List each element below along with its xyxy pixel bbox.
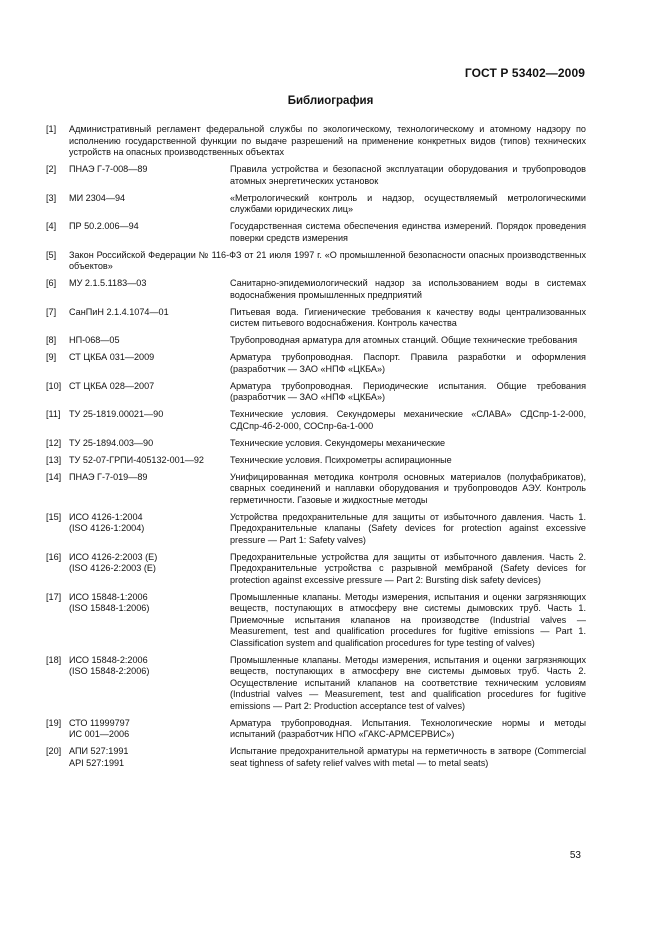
entry-code: ТУ 25-1894.003—90 bbox=[69, 437, 154, 448]
bibliography-entry bbox=[46, 746, 586, 769]
bibliography-entry bbox=[46, 409, 586, 432]
entry-description: Правила устройства и безопасной эксплуатации оборудования и трубопроводов атомных энергетических установок bbox=[230, 164, 586, 186]
entry-number: [4] bbox=[46, 221, 57, 231]
entry-number: [1] bbox=[46, 124, 57, 134]
bibliography-entry bbox=[46, 250, 586, 273]
bibliography-entry bbox=[46, 512, 586, 547]
entry-description: Санитарно-эпидемиологический надзор за использованием воды в системах водоснабжения промышленных предприятий bbox=[230, 278, 586, 300]
entry-number: [7] bbox=[46, 306, 57, 317]
entry-description: Арматура трубопроводная. Периодические испытания. Общие требования (разработчик — ЗАО «НПФ «ЦКБА») bbox=[230, 380, 586, 402]
entry-code: ИСО 4126-2:2003 (Е) (ISO 4126-2:2003 (E) bbox=[69, 551, 158, 573]
entry-description: Унифицированная методика контроля основных материалов (полуфабрикатов), сварных соединений и наплавки оборудования и трубопроводов АЭУ. Контроль герметичности. Газовые и жидкостные методы bbox=[230, 471, 586, 505]
entry-description: Предохранительные устройства для защиты от избыточного давления. Часть 2. Предохранительные устройства с разрывной мембраной (Safety devices for protection against excessive pressure — Part 2: Bursting disk safety devices) bbox=[230, 551, 586, 585]
bibliography-entry bbox=[46, 221, 586, 244]
entry-number: [15] bbox=[46, 511, 62, 522]
bibliography-entry bbox=[46, 307, 586, 330]
section-title: Библиография bbox=[287, 95, 374, 107]
entry-code: ПР 50.2.006—94 bbox=[69, 221, 139, 231]
bibliography-entry bbox=[46, 472, 586, 507]
entry-description: Технические условия. Психрометры аспирационные bbox=[230, 454, 452, 465]
bibliography-entry bbox=[46, 718, 586, 741]
entry-code: АПИ 527:1991 API 527:1991 bbox=[69, 746, 129, 768]
bibliography-entry bbox=[46, 335, 586, 347]
entry-code: МИ 2304—94 bbox=[69, 192, 126, 203]
entry-description: Административный регламент федеральной службы по экологическому, технологическому и атомному надзору по исполнению государственной функции по выдаче разрешений на применение конкретных видов (типов) технических устройств на опасных производственных объектах bbox=[69, 124, 586, 157]
entry-number: [18] bbox=[46, 654, 62, 665]
entry-code: СанПиН 2.1.4.1074—01 bbox=[69, 306, 169, 317]
entry-code: ТУ 25-1819.00021—90 bbox=[69, 409, 164, 419]
entry-number: [14] bbox=[46, 471, 62, 482]
bibliography-entry bbox=[46, 592, 586, 650]
entry-number: [11] bbox=[46, 409, 61, 419]
entry-number: [13] bbox=[46, 454, 62, 465]
entry-description: Питьевая вода. Гигиенические требования к качеству воды централизованных систем питьевого водоснабжения. Контроль качества bbox=[230, 306, 586, 328]
entry-number: [17] bbox=[46, 591, 62, 602]
entry-description: Закон Российской Федерации № 116-ФЗ от 21 июля 1997 г. «О промышленной безопасности опасных производственных объектов» bbox=[69, 249, 586, 271]
bibliography-entry bbox=[46, 124, 586, 159]
bibliography-entry bbox=[46, 193, 586, 216]
bibliography-entry bbox=[46, 164, 586, 187]
entry-code: ИСО 15848-2:2006 (ISO 15848-2:2006) bbox=[69, 654, 150, 676]
entry-code: СТ ЦКБА 031—2009 bbox=[69, 352, 155, 362]
entry-code: ПНАЭ Г-7-008—89 bbox=[69, 164, 148, 174]
entry-code: СТ ЦКБА 028—2007 bbox=[69, 380, 155, 391]
entry-code: ТУ 52-07-ГРПИ-405132-001—92 bbox=[69, 454, 204, 465]
entry-description: Арматура трубопроводная. Паспорт. Правила разработки и оформления (разработчик — ЗАО «НПФ «ЦКБА») bbox=[230, 352, 586, 374]
entry-code: ИСО 15848-1:2006 (ISO 15848-1:2006) bbox=[69, 591, 150, 613]
entry-number: [5] bbox=[46, 249, 57, 260]
bibliography-list bbox=[46, 124, 586, 775]
bibliography-entry bbox=[46, 455, 586, 467]
entry-number: [2] bbox=[46, 164, 57, 174]
entry-description: Промышленные клапаны. Методы измерения, испытания и оценки загрязняющих веществ, поступающих в атмосферу вне системы дымовских труб. Часть 1. Приемочные испытания клапанов на производстве (Industrial valves — Measurement, test and qualification procedures for fugitive emissions — Part 1. Classification system and qualification procedures for type testing of valves) bbox=[230, 591, 586, 648]
bibliography-entry bbox=[46, 438, 586, 450]
page-number: 53 bbox=[569, 850, 581, 861]
bibliography-entry bbox=[46, 352, 586, 375]
entry-number: [3] bbox=[46, 192, 57, 203]
bibliography-entry bbox=[46, 655, 586, 713]
bibliography-entry bbox=[46, 381, 586, 404]
entry-description: Государственная система обеспечения единства измерений. Порядок проведения поверки средств измерения bbox=[230, 221, 586, 243]
entry-code: ПНАЭ Г-7-019—89 bbox=[69, 471, 148, 482]
entry-code: СТО 11999797 ИС 001—2006 bbox=[69, 717, 130, 739]
entry-number: [19] bbox=[46, 717, 62, 728]
entry-description: Арматура трубопроводная. Испытания. Технологические нормы и методы испытаний (разработчик НПО «ГАКС-АРМСЕРВИС») bbox=[230, 717, 586, 739]
entry-description: Промышленные клапаны. Методы измерения, испытания и оценки загрязняющих веществ, поступающих в атмосферу вне системы дымовых труб. Часть 2. Осуществление испытаний клапанов на соответствие техническим условиям (Industrial valves — Measurement, test and qualification procedures for fugitive emissions — Part 2: Production acceptance test of valves) bbox=[230, 654, 586, 711]
entry-description: Технические условия. Секундомеры механические bbox=[230, 437, 446, 448]
entry-number: [6] bbox=[46, 278, 57, 288]
entry-number: [8] bbox=[46, 335, 57, 345]
entry-description: Технические условия. Секундомеры механические «СЛАВА» СДСпр-1-2-000, СДСпр-4б-2-000, СОСпр-6а-1-000 bbox=[230, 409, 586, 431]
entry-description: «Метрологический контроль и надзор, осуществляемый метрологическими службами юридических лиц» bbox=[230, 192, 586, 214]
entry-number: [12] bbox=[46, 437, 62, 448]
entry-code: НП-068—05 bbox=[69, 335, 120, 345]
entry-code: ИСО 4126-1:2004 (ISO 4126-1:2004) bbox=[69, 511, 145, 533]
entry-number: [10] bbox=[46, 380, 62, 391]
entry-description: Устройства предохранительные для защиты от избыточного давления. Часть 1. Предохранительные клапаны (Safety devices for protection against excessive pressure — Part 1: Safety valves) bbox=[230, 511, 586, 545]
document-number-header: ГОСТ Р 53402—2009 bbox=[464, 66, 585, 80]
bibliography-entry bbox=[46, 552, 586, 587]
entry-number: [20] bbox=[46, 746, 62, 756]
entry-description: Испытание предохранительной арматуры на герметичность в затворе (Commercial seat tighness of safety relief valves with metal — to metal seats) bbox=[230, 746, 586, 768]
entry-description: Трубопроводная арматура для атомных станций. Общие технические требования bbox=[230, 335, 578, 345]
entry-number: [9] bbox=[46, 352, 57, 362]
entry-number: [16] bbox=[46, 551, 62, 562]
entry-code: МУ 2.1.5.1183—03 bbox=[69, 278, 147, 288]
bibliography-entry bbox=[46, 278, 586, 301]
